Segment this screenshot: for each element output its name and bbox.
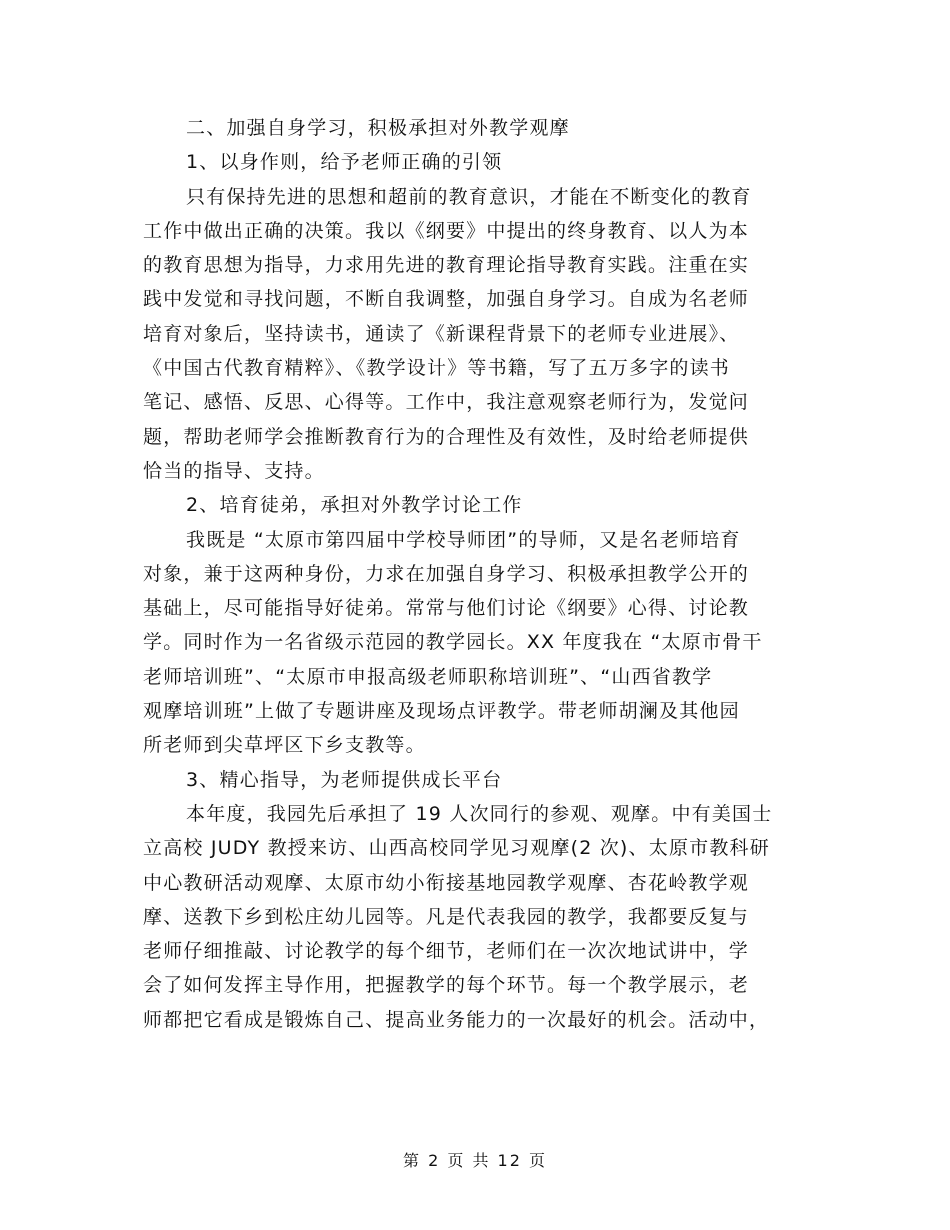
text-line: 本年度，我园先后承担了 19 人次同行的参观、观摩。中有美国士 [186,802,773,825]
text-line: 二、加强自身学习，积极承担对外教学观摩 [186,117,570,139]
text-line: 基础上，尽可能指导好徒弟。常常与他们讨论《纲要》心得、讨论教 [143,597,750,620]
text-line: 3、精心指导，为老师提供成长平台 [186,768,503,791]
text-line: 老师培训班”、“太原市申报高级老师职称培训班”、“山西省教学 [143,665,713,688]
document-body [143,111,805,1037]
text-line: 老师仔细推敲、讨论教学的每个细节，老师们在一次次地试讲中，学 [143,940,750,963]
text-line: 的教育思想为指导，力求用先进的教育理论指导教育实践。注重在实 [143,254,750,277]
text-line: 学。同时作为一名省级示范园的教学园长。XX 年度我在 “太原市骨干 [143,631,763,654]
text-line: 中心教研活动观摩、太原市幼小衔接基地园教学观摩、杏花岭教学观 [143,871,750,894]
text-line: 工作中做出正确的决策。我以《纲要》中提出的终身教育、以人为本 [143,219,750,242]
text-line: 会了如何发挥主导作用，把握教学的每个环节。每一个教学展示，老 [143,974,750,997]
text-line: 立高校 JUDY 教授来访、山西高校同学见习观摩(2 次)、太原市教科研 [143,837,770,860]
text-line: 题，帮助老师学会推断教育行为的合理性及有效性，及时给老师提供 [143,425,750,448]
text-line: 师都把它看成是锻炼自己、提高业务能力的一次最好的机会。活动中， [143,1008,770,1031]
text-line: 只有保持先进的思想和超前的教育意识，才能在不断变化的教育 [186,185,752,208]
text-line: 我既是 “太原市第四届中学校导师团”的导师，又是名老师培育 [186,528,741,551]
text-line: 《中国古代教育精粹》、《教学设计》等书籍，写了五万多字的读书 [143,357,731,380]
text-line: 2、培育徒弟，承担对外教学讨论工作 [186,494,523,517]
text-line: 培育对象后，坚持读书，通读了《新课程背景下的老师专业进展》、 [143,322,740,345]
page-number-footer: 第 2 页 共 12 页 [403,1151,547,1170]
text-line: 笔记、感悟、反思、心得等。工作中，我注意观察老师行为，发觉问 [143,391,750,414]
text-line: 恰当的指导、支持。 [143,459,325,482]
text-line: 所老师到尖草坪区下乡支教等。 [143,734,426,757]
text-line: 观摩培训班”上做了专题讲座及现场点评教学。带老师胡澜及其他园 [143,700,740,723]
text-line: 摩、送教下乡到松庄幼儿园等。凡是代表我园的教学，我都要反复与 [143,905,750,928]
text-line: 践中发觉和寻找问题，不断自我调整，加强自身学习。自成为名老师 [143,288,750,311]
text-line: 1、以身作则，给予老师正确的引领 [186,151,503,174]
text-line: 对象，兼于这两种身份，力求在加强自身学习、积极承担教学公开的 [143,562,750,585]
